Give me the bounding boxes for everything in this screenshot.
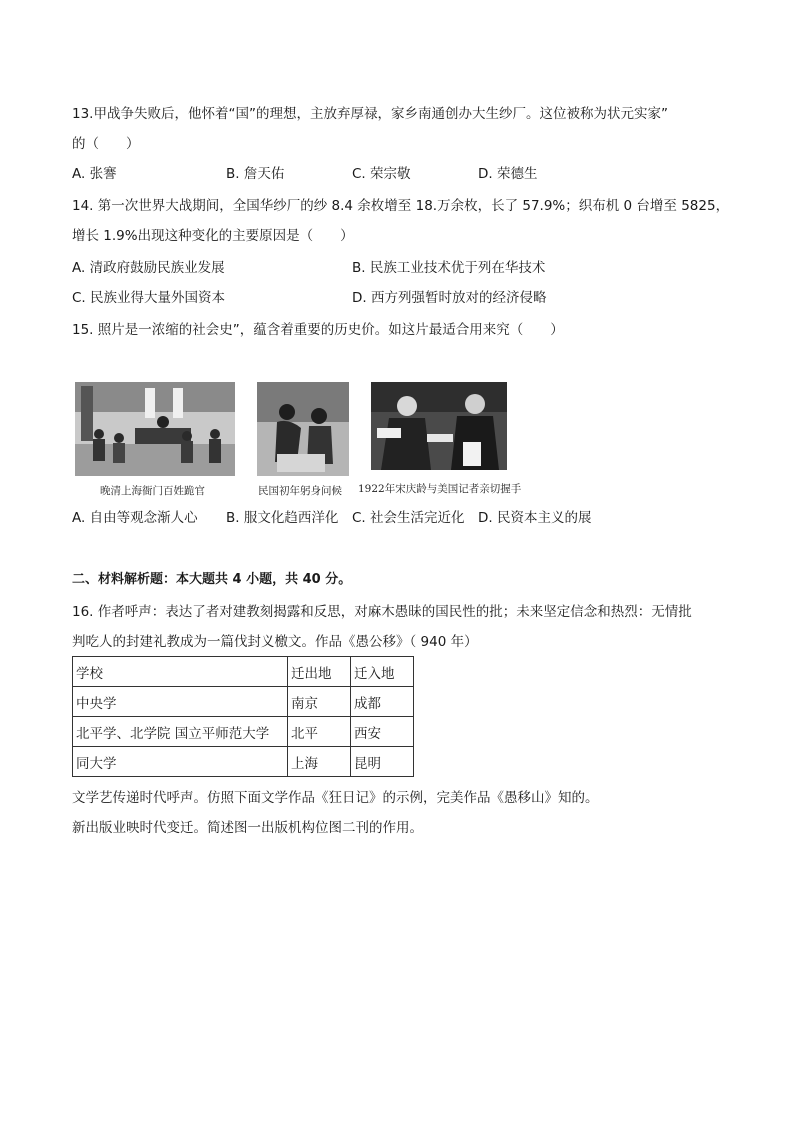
table-cell-school: 中央学 (73, 687, 288, 717)
table-cell-from: 北平 (288, 717, 351, 747)
q15-text-line1: 15. 照片是一浓缩的社会史”，蕴含着重要的历史价。如这片最适合用来究（ ） (72, 322, 564, 338)
q14-option-b: B. 民族工业技术优于列在华技术 (352, 260, 546, 276)
school-relocation-table (72, 656, 414, 777)
q14-option-d: D. 西方列强暂时放对的经济侵略 (352, 290, 547, 306)
q13-option-c: C. 荣宗敬 (352, 166, 411, 182)
table-cell-from: 上海 (288, 747, 351, 777)
table-cell-from: 南京 (288, 687, 351, 717)
q13-text-line1: 13.甲战争失败后，他怀着“国”的理想，主放弃厚禄，家乡南通创办大生纱厂。这位被称为状元实家” (72, 106, 668, 122)
q16-text-line3: 文学艺传递时代呼声。仿照下面文学作品《狂日记》的示例，完美作品《愚移山》知的。 (72, 790, 599, 806)
table-row (73, 687, 414, 717)
q16-text-line1: 16. 作者呼声：表达了者对建教刻揭露和反思，对麻木愚昧的国民性的批；未来坚定信念和热烈：无情批 (72, 604, 692, 620)
photo-handshake-icon (371, 382, 507, 470)
table-header-from: 迁出地 (288, 657, 351, 687)
photo-handshake-caption: 1922年宋庆龄与美国记者亲切握手 (358, 483, 522, 495)
q13-option-d: D. 荣德生 (478, 166, 538, 182)
table-header-row (73, 657, 414, 687)
q15-option-d: D. 民资本主义的展 (478, 510, 592, 526)
q14-option-a: A. 清政府鼓励民族业发展 (72, 260, 225, 276)
q15-option-c: C. 社会生活完近化 (352, 510, 465, 526)
q15-option-b: B. 服文化趋西洋化 (226, 510, 339, 526)
q13-option-a: A. 张謇 (72, 166, 117, 182)
q14-option-c: C. 民族业得大量外国资本 (72, 290, 226, 306)
q15-option-a: A. 自由等观念渐人心 (72, 510, 198, 526)
table-cell-school: 北平学、北学院 国立平师范大学 (73, 717, 288, 747)
q14-text-line2: 增长 1.9%出现这种变化的主要原因是（ ） (72, 228, 354, 244)
section2-title: 二、材料解析题：本大题共 4 小题，共 40 分。 (72, 572, 352, 587)
table-header-to: 迁入地 (351, 657, 414, 687)
photo-bowing-icon (257, 382, 349, 476)
q13-text-line2: 的（ ） (72, 136, 140, 152)
table-row (73, 717, 414, 747)
q13-option-b: B. 詹天佑 (226, 166, 285, 182)
q16-text-line4: 新出版业映时代变迁。简述图一出版机构位图二刊的作用。 (72, 820, 423, 836)
photo-courtroom-caption: 晚清上海衙门百姓跪官 (100, 485, 205, 497)
q14-text-line1: 14. 第一次世界大战期间，全国华纱厂的纱 8.4 余枚增至 18.万余枚，长了 57.9%；织布机 0 台增至 5825， (72, 198, 730, 214)
table-cell-to: 昆明 (351, 747, 414, 777)
table-cell-to: 成都 (351, 687, 414, 717)
q16-text-line2: 判吃人的封建礼教成为一篇伐封义檄文。作品《愚公移》（ 940 年） (72, 634, 478, 650)
photo-courtroom-icon (75, 382, 235, 476)
photo-bowing-caption: 民国初年躬身问候 (258, 485, 342, 497)
table-cell-school: 同大学 (73, 747, 288, 777)
table-row (73, 747, 414, 777)
table-header-school: 学校 (73, 657, 288, 687)
table-cell-to: 西安 (351, 717, 414, 747)
